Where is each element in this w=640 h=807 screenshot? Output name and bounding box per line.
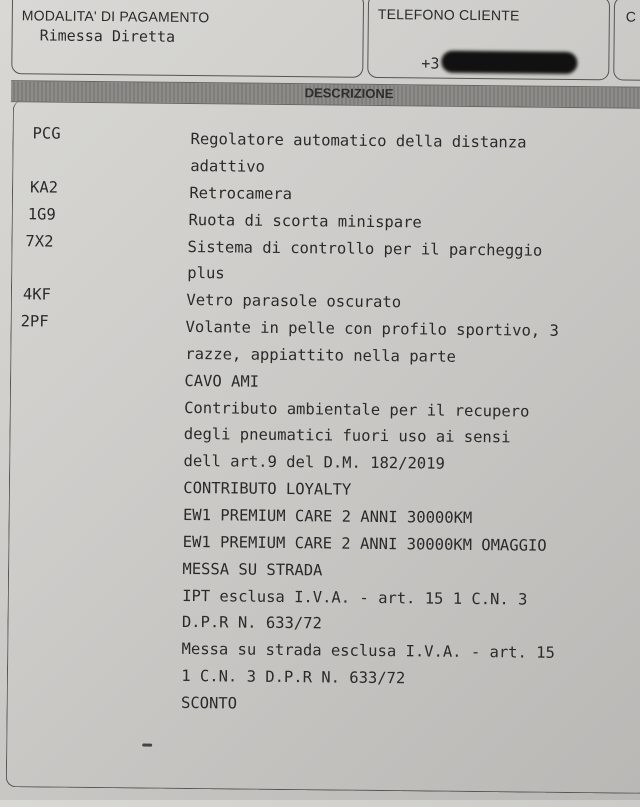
item-description-line: IPT esclusa I.V.A. - art. 15 1 C.N. 3	[182, 586, 528, 609]
item-description-line: CONTRIBUTO LOYALTY	[183, 478, 352, 499]
item-description-line: Regolatore automatico della distanza	[190, 130, 527, 152]
item-description-line: Contributo ambientale per il recupero	[184, 398, 530, 421]
item-description-line: Vetro parasole oscurato	[186, 290, 402, 312]
item-code: PCG	[32, 124, 61, 143]
cut-off-label: C	[625, 8, 637, 25]
item-code: 7X2	[25, 231, 54, 251]
item-description-line: dell art.9 del D.M. 182/2019	[183, 451, 445, 473]
item-code: 1G9	[27, 204, 56, 224]
pen-mark	[142, 744, 152, 747]
item-description-line: 1 C.N. 3 D.P.R N. 633/72	[181, 666, 406, 687]
customer-phone-label: TELEFONO CLIENTE	[377, 5, 520, 24]
item-description-line: Messa su strada esclusa I.V.A. - art. 15	[181, 639, 555, 662]
payment-method-label: MODALITA' DI PAGAMENTO	[21, 7, 210, 26]
payment-method-value: Rimessa Diretta	[39, 26, 176, 46]
item-description-line: plus	[187, 263, 225, 283]
item-description-line: Volante in pelle con profilo sportivo, 3	[185, 317, 559, 340]
item-description-line: Retrocamera	[189, 183, 293, 203]
item-description-line: CAVO AMI	[184, 371, 260, 391]
item-code: 4KF	[22, 285, 52, 304]
item-description-line: MESSA SU STRADA	[182, 559, 323, 579]
item-description-line: EW1 PREMIUM CARE 2 ANNI 30000KM	[182, 505, 473, 527]
item-code: KA2	[29, 177, 59, 197]
item-description-line: Sistema di controllo per il parcheggio	[187, 237, 543, 260]
item-description-line: degli pneumatici fuori uso ai sensi	[183, 424, 511, 447]
item-description-line: Ruota di scorta minispare	[188, 210, 422, 231]
item-description-line: razze, appiattito nella parte	[185, 344, 457, 366]
description-title: DESCRIZIONE	[304, 85, 394, 102]
item-description-line: adattivo	[190, 156, 266, 176]
item-description-line: SCONTO	[180, 693, 238, 713]
item-code: 2PF	[20, 312, 49, 331]
redaction-mark	[441, 51, 577, 74]
item-description-line: D.P.R N. 633/72	[181, 612, 322, 633]
customer-phone-value: +3	[421, 54, 440, 73]
item-description-line: EW1 PREMIUM CARE 2 ANNI 30000KM OMAGGIO	[182, 532, 547, 555]
